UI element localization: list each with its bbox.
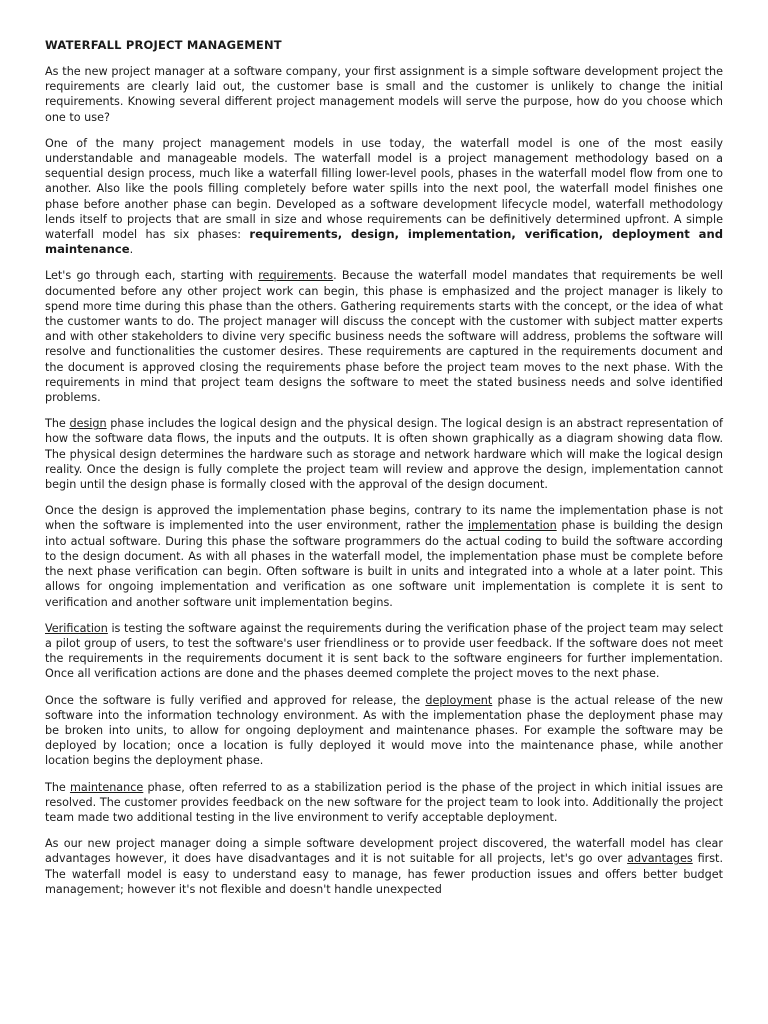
design-text-a: The xyxy=(45,417,70,431)
paragraph-requirements xyxy=(45,268,723,405)
design-link[interactable]: design xyxy=(69,417,107,431)
maintenance-link[interactable]: maintenance xyxy=(69,780,144,794)
implementation-link[interactable]: implementation xyxy=(468,519,557,533)
deployment-text-a: Once the software is fully verified and approved for release, the xyxy=(45,693,426,707)
paragraph-overview xyxy=(45,136,723,258)
design-text-b: phase includes the logical design and the physical design. The logical design is an abstract representation of how the software data flows, the inputs and the outputs. It is often shown graphically as a diagram showing data flow. The physical design determines the hardware such as storage and network hardware which will make the logical design reality. Once the design is fully complete the project team will review and approve the design, implementation cannot begin until the design phase is formally closed with the approval of the design document. xyxy=(45,417,723,492)
deployment-text-b: phase is the actual release of the new software into the information technology environment. As with the implementation phase the deployment phase may be broken into units, to allow for ongoing deployment and maintenance phases. For example the software may be deployed by location; once a location is fully deployed it would move into the maintenance phase, while another location begins the deployment phase. xyxy=(45,693,723,768)
paragraph-design xyxy=(45,416,723,492)
implementation-text-a: Once the design is approved the implementation phase begins, contrary to its name the implementation phase is not when the software is implemented into the user environment, rather the xyxy=(45,504,723,533)
phases-list: requirements, design, implementation, verification, deployment and maintenance xyxy=(45,227,723,257)
advantages-link[interactable]: advantages xyxy=(627,852,693,866)
paragraph-advantages xyxy=(45,836,723,897)
paragraph-implementation xyxy=(45,503,723,609)
maintenance-text-b: phase, often referred to as a stabilization period is the phase of the project in which initial issues are resolved. The customer provides feedback on the new software for the project team to look into. Additionally the project team made two additional testing in the live environment to verify acceptable deployment. xyxy=(45,780,723,824)
overview-text: One of the many project management models in use today, the waterfall model is one of the most easily understandable and manageable models. The waterfall model is a project management methodology based on a sequential design process, much like a waterfall filling lower-level pools, phases in the waterfall model flow from one to another. Also like the pools filling completely before water spills into the next pool, the waterfall model finishes one phase before another phase can begin. Developed as a software development lifecycle model, waterfall methodology lends itself to projects that are small in size and whose requirements can be definitively determined upfront. A simple waterfall model has six phases: xyxy=(45,136,723,242)
page-title: WATERFALL PROJECT MANAGEMENT xyxy=(45,38,282,52)
paragraph-verification xyxy=(45,621,723,682)
overview-end: . xyxy=(129,243,134,257)
verification-link[interactable]: Verification xyxy=(45,621,108,635)
implementation-text-b: phase is building the design into actual software. During this phase the software programmers do the actual coding to build the software according to the design document. As with all phases in the waterfall model, the implementation phase must be complete before the next phase verification can begin. Often software is built in units and integrated into a whole at a later point. This allows for ongoing implementation and verification as one software unit implementation is complete it is sent to verification and another software unit implementation begins. xyxy=(45,519,723,609)
advantages-text-a: As our new project manager doing a simple software development project discovered, the waterfall model has clear advantages however, it does have disadvantages and it is not suitable for all projects, let's go over xyxy=(45,837,723,866)
verification-text-b: is testing the software against the requirements during the verification phase of the project team may select a pilot group of users, to test the software's user friendliness or to provide user feedback. If the software does not meet the requirements in the requirements document it is sent back to the software engineers for further implementation. Once all verification actions are done and the phases deemed complete the project moves to the next phase. xyxy=(45,621,723,681)
paragraph-intro xyxy=(45,64,723,125)
paragraph-maintenance xyxy=(45,780,723,826)
requirements-text-b: . Because the waterfall model mandates that requirements be well documented before any other project work can begin, this phase is emphasized and the project manager is likely to spend more time during this phase than the others. Gathering requirements starts with the concept, or the idea of what the customer wants to do. The project manager will discuss the concept with the customer with subject matter experts and with other stakeholders to divine very specific business needs the software will address, problems the software will resolve and functionalities the customer desires. These requirements are captured in the requirements document and the document is approved closing the requirements phase before the project team moves to the next phase. With the requirements in mind that project team designs the software to meet the stated business needs and solve identified problems. xyxy=(45,269,723,405)
paragraph-intro-text: As the new project manager at a software company, your first assignment is a simple software development project the requirements are clearly laid out, the customer base is small and the customer is unlikely to change the initial requirements. Knowing several different project management models will serve the purpose, how do you choose which one to use? xyxy=(45,65,723,124)
advantages-text-b: first. The waterfall model is easy to understand easy to manage, has fewer production issues and offers better budget management; however it's not flexible and doesn't handle unexpected xyxy=(45,852,724,896)
requirements-link[interactable]: requirements xyxy=(258,269,334,283)
maintenance-text-a: The xyxy=(45,780,70,794)
deployment-link[interactable]: deployment xyxy=(425,693,493,707)
paragraph-deployment xyxy=(45,693,723,769)
requirements-text-a: Let's go through each, starting with xyxy=(45,269,259,283)
